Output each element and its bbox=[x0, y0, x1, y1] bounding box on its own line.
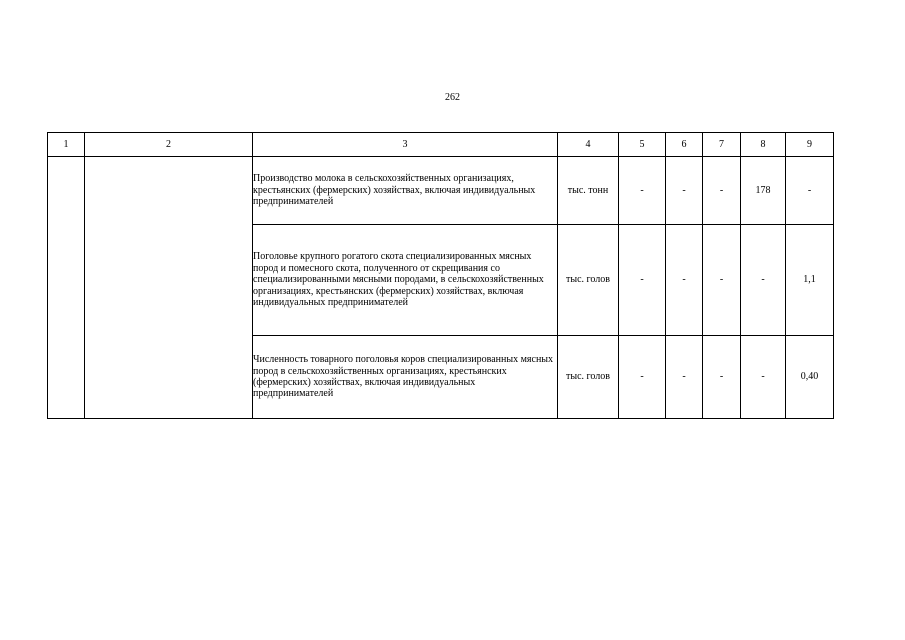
table-header-row bbox=[48, 133, 834, 157]
page-number: 262 bbox=[445, 92, 460, 103]
value-cell-5: - bbox=[619, 225, 666, 336]
indicator-cell: Численность товарного поголовья коров специализированных мясных пород в сельскохозяйственных организациях, крестьянских (фермерских) хозяйствах, включая индивидуальных предпринимателей bbox=[253, 336, 558, 419]
header-cell-4: 4 bbox=[558, 133, 619, 157]
header-cell-6: 6 bbox=[666, 133, 703, 157]
merged-empty-cell-col2 bbox=[85, 157, 253, 419]
value-cell-9: - bbox=[786, 157, 834, 225]
indicator-cell: Производство молока в сельскохозяйственных организациях, крестьянских (фермерских) хозяйствах, включая индивидуальных предпринимателей bbox=[253, 157, 558, 225]
table-row bbox=[48, 157, 834, 225]
unit-cell: тыс. голов bbox=[558, 336, 619, 419]
value-cell-5: - bbox=[619, 157, 666, 225]
value-cell-7: - bbox=[703, 336, 741, 419]
value-cell-6: - bbox=[666, 157, 703, 225]
value-cell-6: - bbox=[666, 336, 703, 419]
unit-cell: тыс. тонн bbox=[558, 157, 619, 225]
value-cell-8: 178 bbox=[741, 157, 786, 225]
header-cell-3: 3 bbox=[253, 133, 558, 157]
value-cell-5: - bbox=[619, 336, 666, 419]
value-cell-7: - bbox=[703, 157, 741, 225]
header-cell-7: 7 bbox=[703, 133, 741, 157]
value-cell-8: - bbox=[741, 225, 786, 336]
unit-cell: тыс. голов bbox=[558, 225, 619, 336]
value-cell-8: - bbox=[741, 336, 786, 419]
header-cell-9: 9 bbox=[786, 133, 834, 157]
value-cell-9: 0,40 bbox=[786, 336, 834, 419]
data-table bbox=[47, 132, 834, 419]
value-cell-7: - bbox=[703, 225, 741, 336]
header-cell-5: 5 bbox=[619, 133, 666, 157]
header-cell-2: 2 bbox=[85, 133, 253, 157]
indicator-cell: Поголовье крупного рогатого скота специализированных мясных пород и помесного скота, полученного от скрещивания со специализированными мясными породами, в сельскохозяйственных организациях, крестьянских (фермерских) хозяйствах, включая индивидуальных предпринимателей bbox=[253, 225, 558, 336]
value-cell-6: - bbox=[666, 225, 703, 336]
header-cell-8: 8 bbox=[741, 133, 786, 157]
value-cell-9: 1,1 bbox=[786, 225, 834, 336]
header-cell-1: 1 bbox=[48, 133, 85, 157]
merged-empty-cell-col1 bbox=[48, 157, 85, 419]
